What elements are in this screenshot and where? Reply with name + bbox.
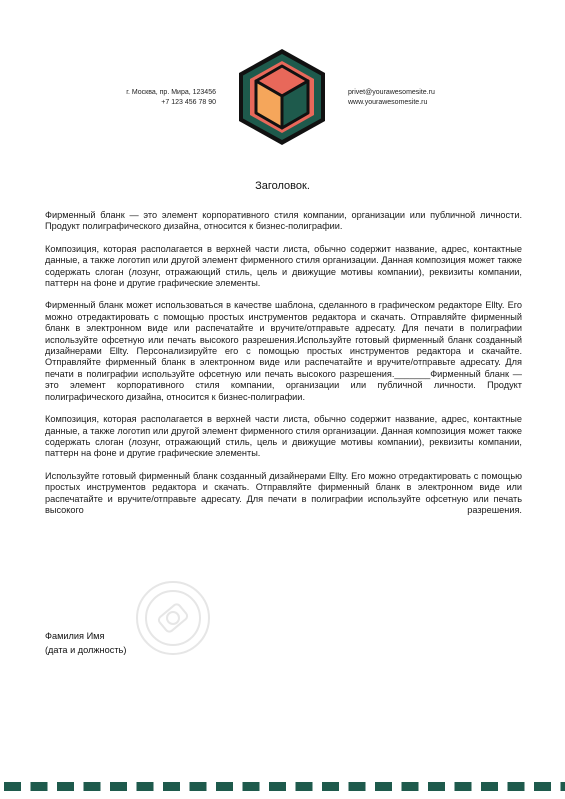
header-address: г. Москва, пр. Мира, 123456	[126, 89, 216, 96]
footer-dash	[561, 782, 565, 791]
footer-dash	[137, 782, 154, 791]
footer-dash	[508, 782, 525, 791]
footer-dash	[57, 782, 74, 791]
footer-dash	[84, 782, 101, 791]
footer-dash	[190, 782, 207, 791]
footer-dash	[402, 782, 419, 791]
letter-title: Заголовок.	[255, 180, 310, 192]
footer-dash	[4, 782, 21, 791]
header-contacts-left	[126, 88, 216, 108]
footer-dash	[31, 782, 48, 791]
footer-dash-border	[0, 782, 565, 791]
header-contacts-right	[348, 88, 435, 108]
paragraph-4: Композиция, которая располагается в верхней части листа, обычно содержит название, адрес, контактные данные, а также логотип или другой элемент фирменного стиля организации. Данная композиция может также содержать слоган (лозунг, отражающий стиль, цель и движущие мотивы компании), реквизиты компании, паттерн на фоне и другие графические элементы.	[45, 414, 522, 459]
header-email: privet@yourawesomesite.ru	[348, 89, 435, 96]
footer-dash	[455, 782, 472, 791]
footer-dash	[322, 782, 339, 791]
signature-name: Фамилия Имя	[45, 631, 105, 641]
footer-dash	[428, 782, 445, 791]
footer-dash	[163, 782, 180, 791]
footer-dash	[216, 782, 233, 791]
footer-dash	[349, 782, 366, 791]
footer-dash	[269, 782, 286, 791]
footer-dash	[110, 782, 127, 791]
footer-dash	[534, 782, 551, 791]
hexagon-cube-logo-icon	[236, 47, 328, 147]
paragraph-2: Композиция, которая располагается в верхней части листа, обычно содержит название, адрес, контактные данные, а также логотип или другой элемент фирменного стиля организации. Данная композиция может также содержать слоган (лозунг, отражающий стиль, цель и движущие мотивы компании), реквизиты компании, паттерн на фоне и другие графические элементы.	[45, 243, 522, 289]
paragraph-1: Фирменный бланк — это элемент корпоративного стиля компании, организации или публичной личности. Продукт полиграфического дизайна, относится к бизнес-полиграфии.	[45, 210, 522, 232]
footer-dash	[296, 782, 313, 791]
signature-position: (дата и должность)	[45, 645, 127, 655]
signature-block	[45, 629, 126, 657]
header-phone: +7 123 456 78 90	[161, 99, 216, 106]
faint-stamp-icon	[130, 575, 216, 661]
paragraph-3: Фирменный бланк может использоваться в качестве шаблона, сделанного в графическом редакторе Ellty. Его можно отредактировать с помощью простых инструментов редактора и скачать. Отправляйте фирменный бланк в электронном виде или распечатайте и вручите/отправьте адресату. Для печати в полиграфии используйте офсетную или печать высокого разрешения.Используйте готовый фирменный бланк созданный дизайнерами Ellty. Персонализируйте его с помощью простых инструментов редактора и скачайте. Отправляйте фирменный бланк в электронном виде или распечатайте и вручите/отправьте адресату. Для печати в полиграфии используйте офсетную или печать высокого разрешения._______Фирменный бланк — это элемент корпоративного стиля компании, организации или публичной личности. Продукт полиграфического дизайна, относится к бизнес-полиграфии.	[45, 300, 522, 402]
header-website: www.yourawesomesite.ru	[348, 99, 428, 106]
footer-dash	[243, 782, 260, 791]
paragraph-5: Используйте готовый фирменный бланк созданный дизайнерами Ellty. Его можно отредактировать с помощью простых инструментов редактора и скачать. Отправляйте фирменный бланк в электронном виде или распечатайте и вручите/отправьте адресату. Для печати в полиграфии используйте офсетную или печать высокого разрешения.	[45, 470, 522, 515]
footer-dash	[481, 782, 498, 791]
letter-body	[45, 210, 522, 527]
footer-dash	[375, 782, 392, 791]
